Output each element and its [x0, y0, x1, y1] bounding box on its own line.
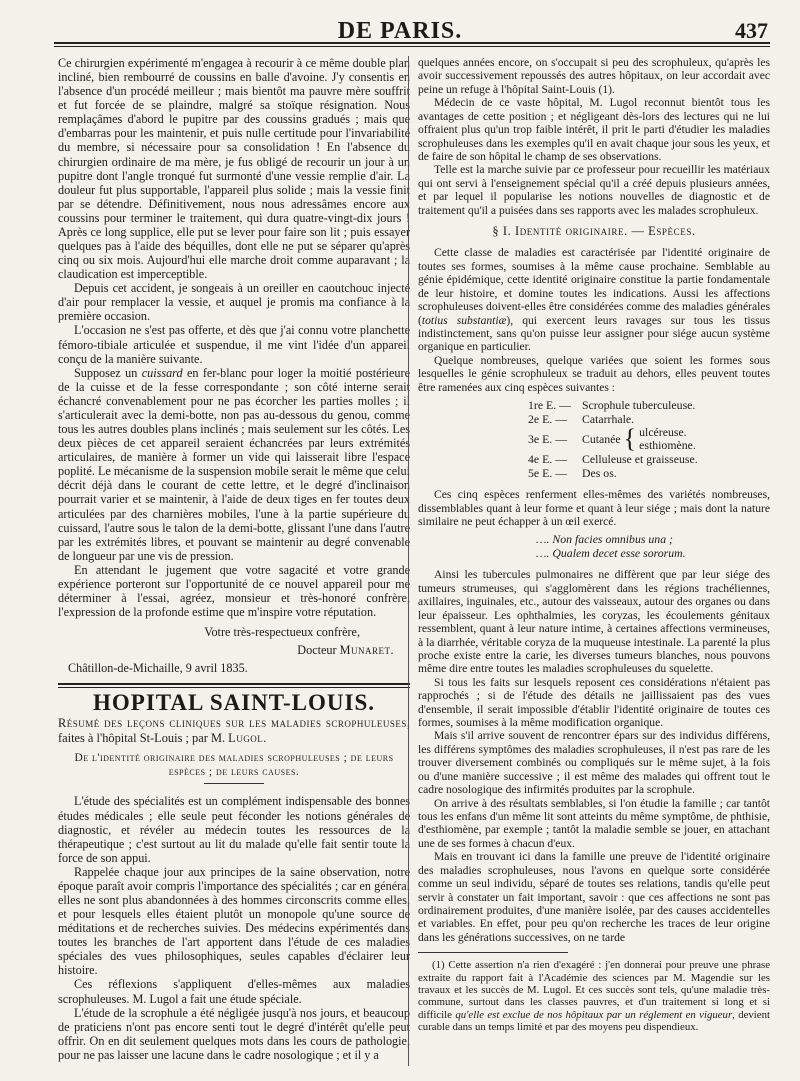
letter-paragraph: Ce chirurgien expérimenté m'engagea à recourir à ce même double plan incliné, bien rembourré de coussins en balle d'avoine. J'y consentis en l'absence d'un procédé meilleur ; mais bientôt ma pauvre mère souffrit et fut forcée de se plaindre, malgré sa stoïque résignation. Nous remplaçâmes d'abord le pupitre par des coussins gradués ; mais que d'embarras pour les maintenir, et puis nulle certitude pour l'invariabilité du membre, si nécessaire pour sa consolidation ! En l'absence du chirurgien ordinaire de ma mère, je fus obligé de recourir un jour à un pupitre dont l'angle tronqué fut surmonté d'une vessie remplie d'air. La douleur fut plus supportable, l'appareil plus solide ; mais la vessie finit par se détendre. Définitivement, nous nous adressâmes encore aux coussins pour terminer le traitement, qui dura quatre-vingt-dix jours ! Après ce long supplice, elle put se lever pour faire son lit ; puis essayer quelques pas à l'aide des béquilles, dont elle ne put se séparer qu'après cinq ou six mois. Aujourd'hui elle marche droit comme auparavant ; la claudication est imperceptible.	[58, 56, 410, 282]
article-paragraph	[418, 246, 770, 353]
species-number: 5e E. —	[528, 466, 567, 481]
species-item	[528, 452, 770, 466]
letter-paragraph: L'occasion ne s'est pas offerte, et dès que j'ai connu votre planchette fémoro-tibiale articulée et suspendue, il me vint l'idée d'un appareil conçu de la manière suivante.	[58, 323, 410, 366]
text-run: , devient curable dans un temps limité et par des moyens peu dispendieux.	[418, 1008, 770, 1034]
footnote-rule	[418, 952, 568, 953]
brace-glyph: {	[623, 424, 637, 454]
page-number: 437	[735, 18, 768, 43]
running-title: DE PARIS.	[337, 18, 463, 44]
article-paragraph: L'étude des spécialités est un complément indispensable des bonnes études médicales ; elle seule peut féconder les notions générales de diagnostic, et révéler au médecin toutes les ressources de la thérapeutique ; c'est surtout au lit du malade qu'elle fait sentir toute la force de son appui.	[58, 794, 410, 865]
text-run: en fer-blanc pour loger la moitié postérieure de la cuisse et de la fesse correspondante ; son côté interne serait échancré convenablement pour ne pas écorcher les parties molles ; il s'articulerait avec la demi-botte, non pas au-dessous du genou, comme tous les autres doubles plans inclinés ; mais seulement sur les côtés. Les deux pièces de cet appareil seraient échancrées par leurs extrémités articulaires, de manière à former un vide qui laisserait libre l'espace poplité. Le mécanisme de la suspension mobile serait le même que celui décrit déjà dans le courant de cette lettre, et le degré d'inclinaison pourrait varier et se maintenir, à l'aide de deux tiges en fer toutes deux articulées par des charnières mobiles, l'une à la partie supérieure du cuissard, l'autre sous le talon de la demi-botte, glissant l'une dans l'autre par les extrémités libres, et pouvant se maintenir au degré convenable de longueur par une vis de pression.	[58, 365, 410, 563]
letter-paragraph: Depuis cet accident, je songeais à un oreiller en caoutchouc injecté d'air pour remplacer la vessie, et auquel je promis ma confiance à la première occasion.	[58, 281, 410, 324]
latin-line: …. Qualem decet esse sororum.	[536, 546, 686, 561]
lesson-summary	[58, 716, 410, 746]
author-name: Lugol	[228, 731, 264, 746]
species-name: Scrophule tuberculeuse.	[582, 398, 696, 413]
species-subtype: esthiomène.	[639, 438, 696, 453]
signer-title: Docteur	[297, 643, 340, 658]
article-paragraph: Mais s'il arrive souvent de rencontrer épars sur des individus différens, les différens symptômes des maladies scrophuleuses, il n'est pas rare de les trouver diversement combinés ou compliqués sur le même sujet, à la fois ou d'une manière successive ; il est même des malades qui offrent tout le cadre nosologique des infirmités produites par la scrophule.	[418, 729, 770, 797]
emphasis: cuissard	[141, 365, 183, 380]
letter-paragraph: En attendant le jugement que votre sagacité et votre grande expérience porteront sur l'opportunité de ce nouvel appareil pour me déterminer à l'essai, agréez, monsieur et très-honoré confrère, l'expression de la profonde estime que m'inspire votre réputation.	[58, 562, 410, 620]
article-paragraph: quelques années encore, on s'occupait si peu des scrophuleux, qu'après les avoir successivement repoussés des autres hôpitaux, on leur accordait avec peine un refuge à l'hôpital Saint-Louis (1).	[418, 56, 770, 96]
text-run: ), qui exercent leurs ravages sur tous les tissus indistinctement, sans qu'on puisse leur assigner pour siége aucun système organique en particulier.	[418, 313, 770, 354]
species-item	[528, 398, 770, 412]
species-list	[528, 398, 770, 480]
article-paragraph: Ces réflexions s'appliquent d'elles-mêmes aux maladies scrophuleuses. M. Lugol a fait une étude spéciale.	[58, 977, 410, 1006]
footnote	[418, 959, 770, 1033]
summary-text: , faites à l'hôpital St-Louis ; par M.	[58, 716, 410, 746]
column-divider	[408, 56, 409, 1066]
species-brace-group	[582, 426, 696, 452]
place-date: Châtillon-de-Michaille, 9 avril 1835.	[68, 661, 248, 676]
species-number: 4e E. —	[528, 452, 567, 467]
text-run: Cette classe de maladies est caractérisée par l'identité originaire de toutes ses formes, soumises à la même cause prochaine. Semblable au génie épidémique, cette identité originaire constitue la partie fondamentale de leur histoire, et domine toutes les indications. Aussi les affections scrophuleuses doivent-elles être considérées comme des maladies générales (	[418, 246, 770, 327]
article-paragraph: Mais en trouvant ici dans la famille une preuve de l'identité originaire des maladies scrophuleuses, nous l'avons en quelque sorte considérée comme un seul individu, séparé de toutes ses relations, tandis qu'elle peut servir à constater un fait important, savoir : que ces affections ne sont pas ordinairement produites, d'une manière isolée, par des causes accidentelles et variables. En effet, pour peu qu'on recherche les traces de leur origine dans les générations successives, on ne tarde	[418, 850, 770, 944]
text-run: (1) Cette assertion n'a rien d'exagéré : j'en donnerai pour preuve une phrase extraite du rapport fait à l'Académie des sciences par M. Magendie sur les travaux et les succès de M. Lugol. Et ces succès sont tels, qu'une maladie très-commune, surtout dans les classes pauvres, et d'un traitement si long et si difficile	[418, 959, 770, 1021]
article-paragraph: Médecin de ce vaste hôpital, M. Lugol reconnut bientôt tous les avantages de cette position ; et négligeant dès-lors des lectures qui ne lui offraient plus qu'un trop faible intérêt, il prit le parti d'étudier les maladies scrophuleuses dans les exemples qu'il en avait chaque jour sous les yeux, et de faire de son hôpital le champ de ses observations.	[418, 96, 770, 163]
species-item	[528, 412, 770, 426]
section-rule	[58, 683, 410, 685]
article-paragraph: Ces cinq espèces renferment elles-mêmes des variétés nombreuses, dissemblables quant à leur forme et quant à leur siége ; mais dont la nature similaire ne peut échapper à un œil exercé.	[418, 488, 770, 528]
species-item	[528, 426, 770, 452]
section-rule-thin	[58, 687, 410, 688]
closing-line: Votre très-respectueux confrère,	[204, 625, 360, 640]
letter-paragraph	[58, 366, 410, 563]
article-paragraph: Quelque nombreuses, quelque variées que soient les formes sous lesquelles le génie scrophuleux se traduit au dehors, elles peuvent toutes être ramenées aux cinq espèces suivantes :	[418, 353, 770, 394]
short-rule	[204, 783, 264, 784]
lesson-subtitle: De l'identité originaire des maladies scrophuleuses ; de leurs espèces ; de leurs causes.	[74, 752, 394, 778]
article-paragraph: Telle est la marche suivie par ce professeur pour recueillir les matériaux qui ont servi à l'enseignement spécial qu'il a créé depuis plusieurs années, et par lequel il popularise les notions nouvelles de diagnostic et de traitement qu'il a puisées dans ses rapports avec les malades scrophuleux.	[418, 163, 770, 217]
species-name: Catarrhale.	[582, 412, 635, 427]
hospital-title: HOPITAL SAINT-LOUIS.	[92, 690, 376, 716]
species-number: 2e E. —	[528, 412, 567, 427]
header-rule-thin	[54, 46, 770, 47]
latin-line: …. Non facies omnibus una ;	[536, 532, 673, 547]
emphasis: qu'elle est exclue de nos hôpitaux par un réglement en vigueur	[455, 1008, 733, 1021]
species-item	[528, 466, 770, 480]
species-subtypes	[639, 426, 696, 452]
left-column	[58, 56, 410, 1062]
signer	[58, 643, 410, 657]
right-column	[418, 56, 770, 1034]
species-number: 3e E. —	[528, 432, 567, 447]
summary-caps: Résumé des leçons cliniques sur les maladies scrophuleuses	[58, 716, 407, 731]
article-paragraph: Rappelée chaque jour aux principes de la saine observation, notre époque paraît avoir compris l'importance des spécialités ; car en général elles ne sont plus abandonnées à des hommes circonscrits comme elles, et pour lesquels elles étaient plutôt un monopole qu'une source de méditations et de recherches suivies. Des médecins expérimentés dans toutes les branches de l'art apportent dans l'étude de ces maladies spéciales des vues philosophiques, seules capables d'éclairer leur histoire.	[58, 864, 410, 978]
species-name: Des os.	[582, 466, 617, 481]
species-number: 1re E. —	[528, 398, 571, 413]
species-name: Celluleuse et graisseuse.	[582, 452, 698, 467]
section-heading: § I. Identité originaire. — Espèces.	[492, 224, 696, 239]
latin-quote	[536, 532, 770, 560]
article-paragraph: Si tous les faits sur lesquels reposent ces considérations n'étaient pas rapprochés ; si de l'étude des détails ne jaillissaient pas des vues d'ensemble, il serait impossible d'établir l'identité originaire de toutes ces formes, soumises à la même modification organique.	[418, 675, 770, 730]
emphasis: totius substantiæ	[421, 313, 507, 327]
species-name: Cutanée	[582, 432, 621, 447]
article-paragraph: Ainsi les tubercules pulmonaires ne diffèrent que par leur siége des tumeurs strumeuses, qui s'agglomèrent dans les régions trachéliennes, axillaires, inguinales, etc., autour des vaisseaux, autour des organes ou dans leur épaisseur. Les ophthalmies, les coryzas, les écoulements génitaux ressemblent, quant à leur nature intime, à certaines affections vermineuses, à la diarrhée, véritable coryza de la muqueuse intestinale. La parenté la plus proche existe entre la carie, les diverses tumeurs blanches, nous pouvons même dire entre toutes les maladies scrophuleuses du squelette.	[418, 568, 770, 676]
summary-end: .	[263, 731, 267, 746]
article-paragraph: L'étude de la scrophule a été négligée jusqu'à nos jours, et beaucoup de praticiens n'ont pas encore senti tout le degré d'intérêt qu'elle peut offrir. On en dit seulement quelques mots dans les cours de pathologie, pour ne pas laisser une lacune dans le cadre nosologique ; et il y a	[58, 1005, 410, 1062]
article-paragraph: On arrive à des résultats semblables, si l'on étudie la famille ; car tantôt tous les enfans d'un même lit sont atteints du même symptôme, de phthisie, d'esthiomène, par exemple ; tantôt la maladie semble se jouer, en attachant une de ses formes à chacun d'eux.	[418, 796, 770, 850]
species-subtype: ulcéreuse.	[639, 425, 687, 440]
signer-name: Munaret.	[339, 643, 394, 658]
text-run: Supposez un	[74, 365, 142, 380]
header-rule	[54, 42, 770, 44]
